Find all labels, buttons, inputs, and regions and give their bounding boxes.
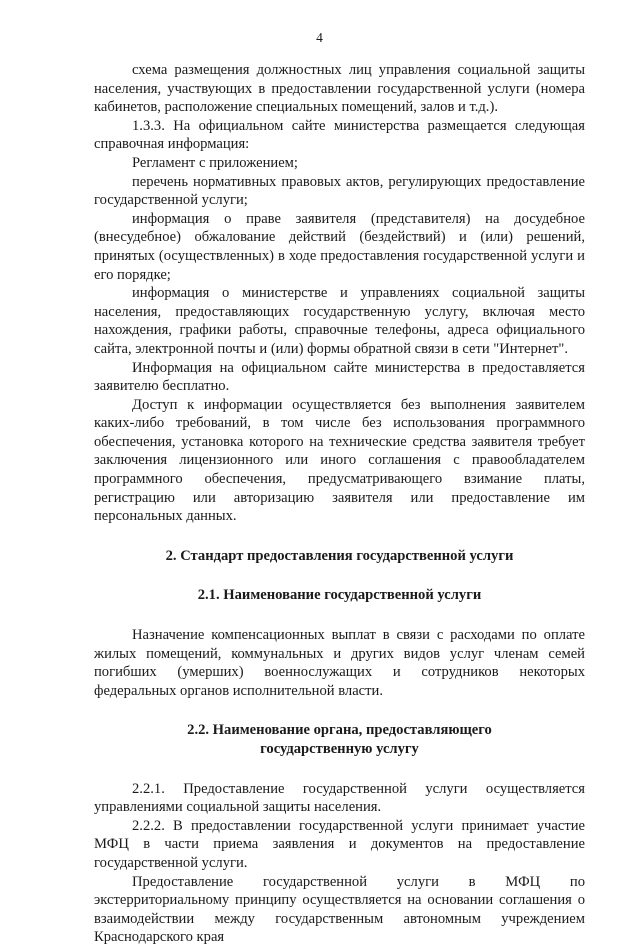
section-2-2-heading-line1: 2.2. Наименование органа, предоставляющего bbox=[187, 722, 492, 739]
paragraph-service-name: Назначение компенсационных выплат в связи с расходами по оплате жилых помещений, коммунальных и других видов услуг членам семей погибших (умерших) военнослужащих и сотрудников некоторых федеральных органов исполнительной власти. bbox=[94, 627, 585, 699]
paragraph-2-2-1: 2.2.1. Предоставление государственной услуги осуществляется управлениями социальной защиты населения. bbox=[94, 780, 585, 816]
paragraph-mfc-exterritorial: Предоставление государственной услуги в МФЦ по экстерриториальному принципу осуществляется на основании соглашения о взаимодействии между государственным автономным учреждением Краснодарского края bbox=[94, 873, 585, 946]
paragraph-legal-acts: перечень нормативных правовых актов, регулирующих предоставление государственной услуги; bbox=[94, 173, 585, 209]
paragraph-appeal-rights: информация о праве заявителя (представителя) на досудебное (внесудебное) обжалование действий (бездействий) и (или) решений, принятых (осуществленных) в ходе предоставления государственной услуги и его порядке; bbox=[94, 210, 585, 283]
page-number: 4 bbox=[316, 30, 323, 45]
paragraph-regulation: Регламент с приложением; bbox=[132, 154, 298, 171]
section-2-1-heading: 2.1. Наименование государственной услуги bbox=[197, 587, 482, 604]
section-2-2-heading bbox=[94, 721, 585, 758]
section-2-2-heading-line2: государственную услугу bbox=[260, 741, 419, 757]
paragraph-access: Доступ к информации осуществляется без выполнения заявителем каких-либо требований, в том числе без использования программного обеспечения, установка которого на технические средства заявителя требует заключения лицензионного или иного соглашения с правообладателем программного обеспечения, предусматривающего взимание платы, регистрацию или авторизацию заявителя или предоставление им персональных данных. bbox=[94, 396, 585, 525]
paragraph-2-2-2: 2.2.2. В предоставлении государственной услуги принимает участие МФЦ в части приема заявления и документов на предоставление государственной услуги. bbox=[94, 817, 585, 871]
section-2-heading: 2. Стандарт предоставления государственной услуги bbox=[165, 547, 514, 564]
paragraph-ministry-info: информация о министерстве и управлениях социальной защиты населения, предоставляющих государственную услугу, включая место нахождения, графики работы, справочные телефоны, адреса официального сайта, электронной почты и (или) формы обратной связи в сети "Интернет". bbox=[94, 285, 585, 357]
paragraph-1-3-3: 1.3.3. На официальном сайте министерства размещается следующая справочная информация: bbox=[94, 117, 585, 153]
document-body bbox=[94, 61, 585, 947]
paragraph-free-info: Информация на официальном сайте министерства в предоставляется заявителю бесплатно. bbox=[94, 359, 585, 395]
paragraph-staff-layout: схема размещения должностных лиц управления социальной защиты населения, участвующих в предоставлении государственной услуги (номера кабинетов, расположение специальных помещений, залов и т.д.). bbox=[94, 62, 585, 116]
